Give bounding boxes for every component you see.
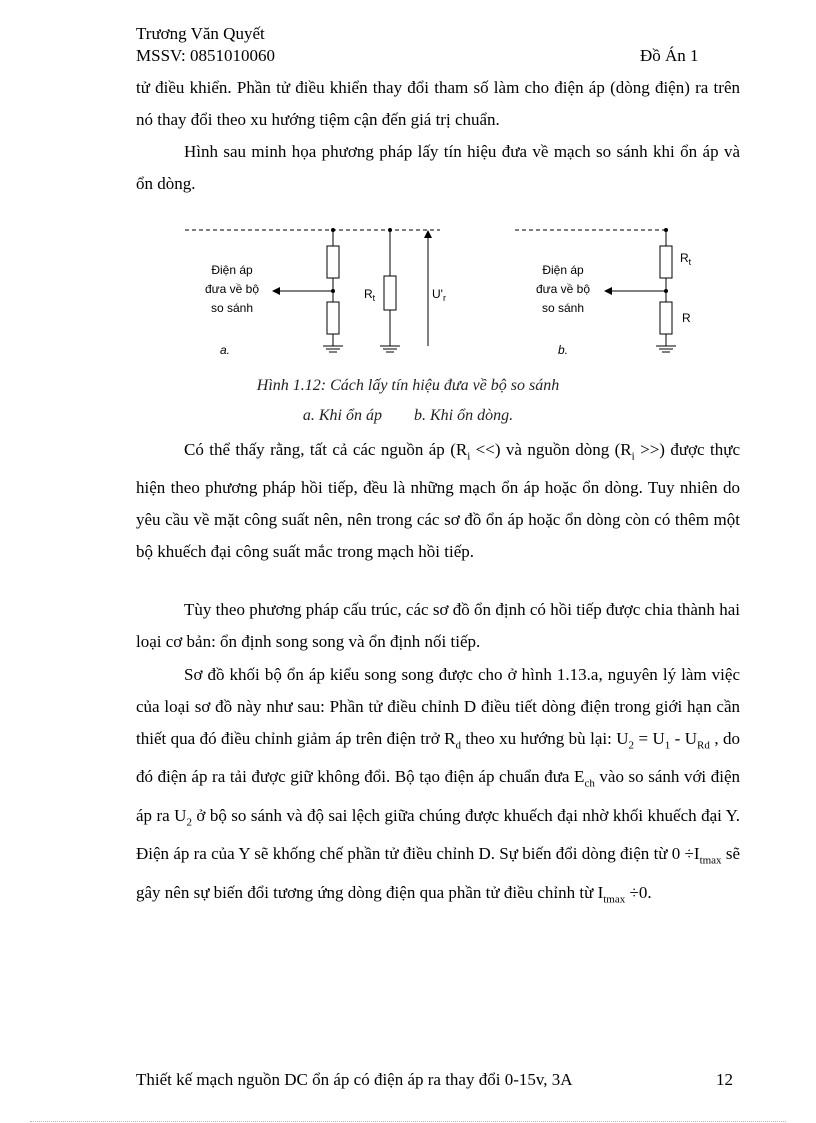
ur-label: $U'_r$ — [432, 287, 446, 303]
arrow-head-b — [604, 287, 612, 295]
figure-circuit-diagram — [170, 218, 730, 368]
node-dot — [331, 228, 335, 232]
page-number: 12 — [716, 1070, 733, 1089]
paragraph-4: Tùy theo phương pháp cấu trúc, các sơ đồ ổn định có hồi tiếp được chia thành hai loại cơ bản: ổn định song song và ổn định nối tiếp. — [136, 600, 740, 651]
figure-subcaption — [0, 403, 816, 429]
ground-icon — [656, 346, 676, 352]
header-student-id: MSSV: 0851010060 — [136, 46, 276, 65]
node-dot — [664, 228, 668, 232]
b-caption: b. — [558, 343, 569, 357]
circuit-a — [185, 228, 446, 357]
header-project: Đồ Án 1 — [640, 46, 699, 65]
b-label-line1: Điện áp — [542, 263, 584, 277]
paragraph-2: Hình sau minh họa phương pháp lấy tín hiệu đưa về mạch so sánh khi ổn áp và ổn dòng. — [136, 142, 740, 193]
resistor-rt-b — [660, 246, 672, 278]
a-caption: a. — [220, 343, 231, 357]
a-label-line1: Điện áp — [211, 263, 253, 277]
a-label-line2: đưa về bộ — [204, 282, 260, 296]
a-label-line3: so sánh — [210, 301, 254, 315]
figure-subcaption-a: a. Khi ổn áp — [302, 407, 382, 424]
footer-divider — [30, 1121, 786, 1122]
ground-icon — [380, 346, 400, 352]
resistor-rt-a — [384, 276, 396, 310]
footer-title: Thiết kế mạch nguồn DC ổn áp có điện áp ra thay đổi 0-15v, 3A — [136, 1070, 573, 1089]
b-label-line2: đưa về bộ — [535, 282, 591, 296]
r-b-label: R — [682, 311, 691, 325]
ground-icon — [323, 346, 343, 352]
paragraph-1: tử điều khiển. Phần tử điều khiển thay đổi tham số làm cho điện áp (dòng điện) ra trên nó thay đổi theo xu hướng tiệm cận đến giá trị chuẩn. — [136, 78, 740, 129]
b-label-line3: so sánh — [541, 301, 585, 315]
arrow-head-a — [272, 287, 280, 295]
resistor-r-b — [660, 302, 672, 334]
header-author: Trương Văn Quyết — [136, 24, 265, 43]
resistor-top-a — [327, 246, 339, 278]
figure-caption: Hình 1.12: Cách lấy tín hiệu đưa về bộ so sánh — [256, 377, 560, 394]
resistor-bottom-a — [327, 302, 339, 334]
paragraph-5: Sơ đồ khối bộ ổn áp kiểu song song được cho ở hình 1.13.a, nguyên lý làm việc của loại sơ đồ này như sau: Phần tử điều chỉnh D điều tiết dòng điện trong giới hạn cần thiết qua đó điều chỉnh giảm áp trên điện trở $R_d$ theo xu hướng bù lại: $U_2 = U_1 - U_{Rd}$ , do đó điện áp ra tải được giữ không đổi. Bộ tạo điện áp chuẩn đưa $E_{ch}$ vào so sánh với điện áp ra $U_2$ ở bộ so sánh và độ sai lệch giữa chúng được khuếch đại nhờ khối khuếch đại Y. Điện áp ra của Y sẽ khống chế phần tử điều chỉnh D. Sự biến đổi dòng điện từ $0 \div I_{tmax}$ sẽ gây nên sự biến đổi tương ứng dòng điện qua phần tử điều chỉnh từ $I_{tmax} \div 0$. — [136, 665, 740, 905]
voltage-arrow-head — [424, 230, 432, 238]
figure-subcaption-b: b. Khi ổn dòng. — [414, 407, 514, 424]
circuit-b — [515, 228, 692, 357]
paragraph-3: Có thể thấy rằng, tất cả các nguồn áp ($R_i$ <<) và nguồn dòng ($R_i$ >>) được thực hiện theo phương pháp hồi tiếp, đều là những mạch ổn áp hoặc ổn dòng. Tuy nhiên do yêu cầu về mặt công suất nên, nên trong các sơ đồ ổn áp hoặc ổn dòng còn có thêm một bộ khuếch đại công suất mắc trong mạch hồi tiếp. — [136, 440, 740, 562]
node-dot — [388, 228, 392, 232]
rt-a-label: $R_t$ — [364, 287, 376, 303]
rt-b-label: $R_t$ — [680, 251, 692, 267]
